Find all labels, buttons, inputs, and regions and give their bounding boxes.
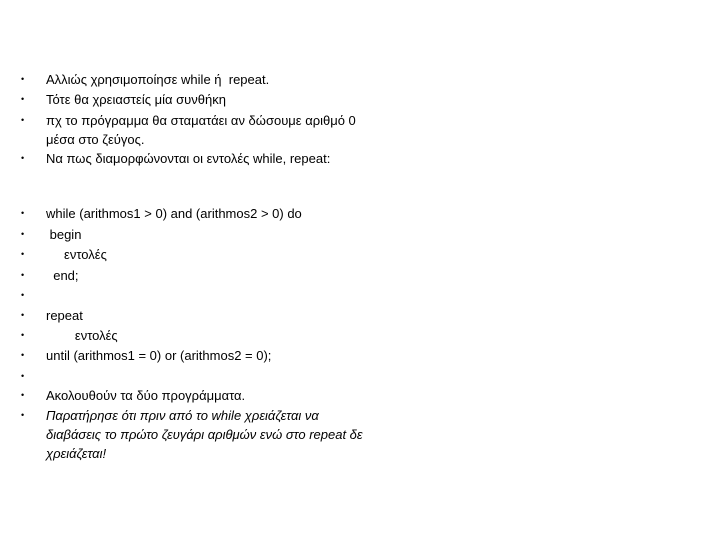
bullet: • [21,330,25,340]
bullet: • [21,249,25,259]
bullet: • [21,371,25,381]
bullet: • [21,390,25,400]
code-line-text: until (arithmos1 = 0) or (arithmos2 = 0); [46,348,272,363]
list-item-text: Τότε θα χρειαστείς μία συνθήκη [46,92,226,107]
bullet: • [21,270,25,280]
bullet: • [21,310,25,320]
code-line-text: εντολές [46,247,107,262]
code-line-text: εντολές [46,328,118,343]
bullet: • [21,94,25,104]
bullet: • [21,153,25,163]
list-item-text: πχ το πρόγραμμα θα σταματάει αν δώσουμε αριθμό 0 μέσα στο ζεύγος. [46,113,356,147]
bullet: • [21,208,25,218]
code-line-text: begin [46,227,82,242]
list-item-text: Αλλιώς χρησιμοποίησε while ή repeat. [46,72,270,87]
bullet: • [21,115,25,125]
list-item-text: Παρατήρησε ότι πριν από το while χρειάζεται να διαβάσεις το πρώτο ζευγάρι αριθμών ενώ στο repeat δε χρειάζεται! [46,408,363,461]
bullet: • [21,350,25,360]
list-item-text: Να πως διαμορφώνονται οι εντολές while, repeat: [46,151,331,166]
bullet: • [21,229,25,239]
code-line-text: repeat [46,308,83,323]
code-line-text: while (arithmos1 > 0) and (arithmos2 > 0) do [46,206,302,221]
bullet: • [21,290,25,300]
bullet: • [21,74,25,84]
code-line-text: end; [46,268,79,283]
list-item-text: Ακολουθούν τα δύο προγράμματα. [46,388,246,403]
bullet: • [21,410,25,420]
